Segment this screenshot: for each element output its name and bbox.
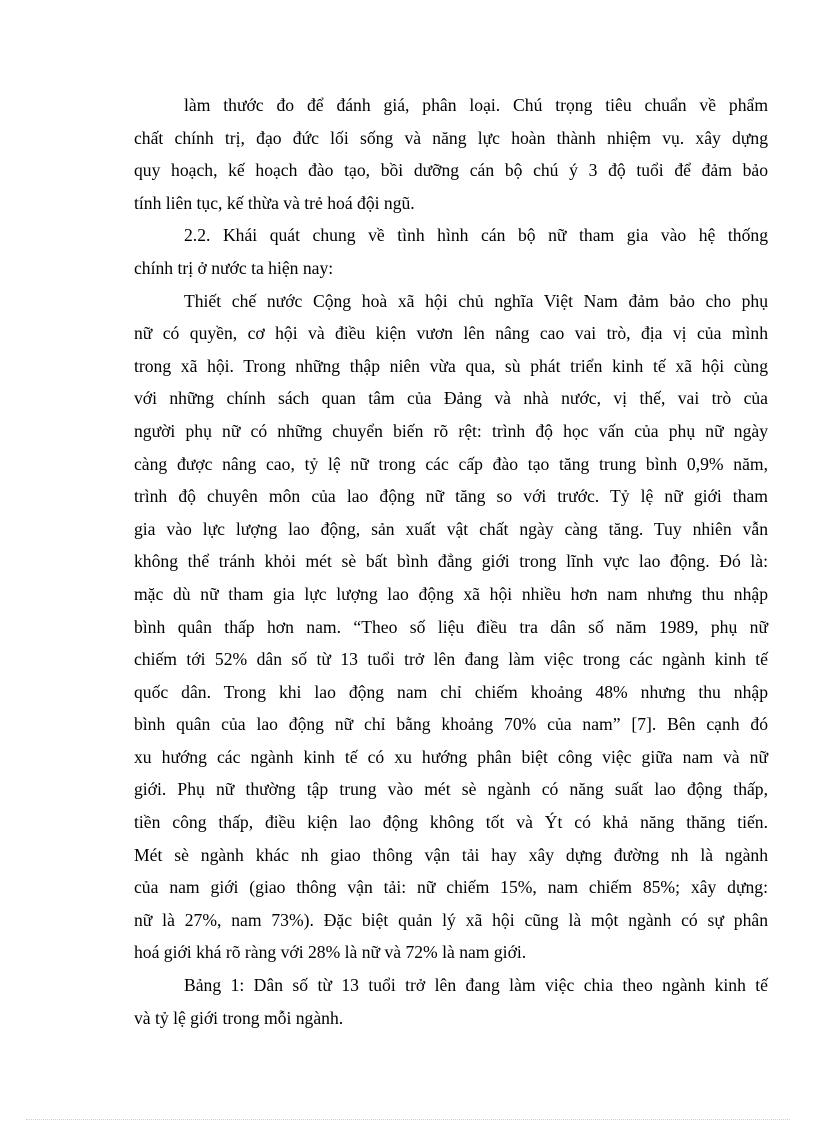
- text-line: chiếm tới 52% dân số từ 13 tuổi trở lên đang làm việc trong các ngành kinh tế: [134, 649, 768, 670]
- text-line: Mét sè ngành khác nh giao thông vận tải hay xây dựng đường nh là ngành: [134, 844, 768, 865]
- text-line: mặc dù nữ tham gia lực lượng lao động xã hội nhiều hơn nam nhưng thu nhập: [134, 583, 768, 604]
- text-line: tính liên tục, kế thừa và trẻ hoá đội ngũ.: [134, 192, 415, 213]
- text-line: quốc dân. Trong khi lao động nam chỉ chiếm khoảng 48% nhưng thu nhập: [134, 681, 768, 702]
- text-line: càng được nâng cao, tỷ lệ nữ trong các cấp đào tạo tăng trung bình 0,9% năm,: [134, 453, 768, 474]
- text-line: chính trị ở nước ta hiện nay:: [134, 257, 334, 278]
- text-line: chất chính trị, đạo đức lối sống và năng lực hoàn thành nhiệm vụ. xây dựng: [134, 127, 768, 148]
- text-line: tiền công thấp, điều kiện lao động không tốt và Ýt có khả năng thăng tiến.: [134, 812, 768, 833]
- text-line: Bảng 1: Dân số từ 13 tuổi trở lên đang làm việc chia theo ngành kinh tế: [184, 975, 768, 996]
- paragraph: [134, 219, 768, 284]
- text-line: xu hướng các ngành kinh tế có xu hướng phân biệt công việc giữa nam và nữ: [134, 746, 768, 767]
- text-line: trong xã hội. Trong những thập niên vừa qua, sù phát triển kinh tế xã hội cùng: [134, 355, 768, 376]
- text-line: bình quân của lao động nữ chỉ bằng khoảng 70% của nam” [7]. Bên cạnh đó: [134, 714, 768, 735]
- text-line: hoá giới khá rõ ràng với 28% là nữ và 72% là nam giới.: [134, 942, 527, 963]
- paragraph: [134, 969, 768, 1034]
- text-line: nữ là 27%, nam 73%). Đặc biệt quản lý xã hội cũng là một ngành có sự phân: [134, 909, 768, 930]
- text-line: trình độ chuyên môn của lao động nữ tăng so với trước. Tỷ lệ nữ giới tham: [134, 486, 768, 507]
- text-line: người phụ nữ có những chuyển biến rõ rệt: trình độ học vấn của phụ nữ ngày: [134, 420, 768, 441]
- document-page: [134, 89, 768, 1034]
- text-line: với những chính sách quan tâm của Đảng và nhà nước, vị thế, vai trò của: [134, 388, 768, 409]
- text-line: quy hoạch, kế hoạch đào tạo, bồi dưỡng cán bộ chú ý 3 độ tuổi để đảm bảo: [134, 160, 768, 181]
- text-line: làm thước đo để đánh giá, phân loại. Chú trọng tiêu chuẩn về phẩm: [184, 95, 768, 115]
- text-line: bình quân thấp hơn nam. “Theo số liệu điều tra dân số năm 1989, phụ nữ: [134, 616, 768, 637]
- text-line: và tỷ lệ giới trong mỗi ngành.: [134, 1007, 344, 1028]
- text-line: của nam giới (giao thông vận tải: nữ chiếm 15%, nam chiếm 85%; xây dựng:: [134, 877, 768, 898]
- text-line: Thiết chế nước Cộng hoà xã hội chủ nghĩa Việt Nam đảm bảo cho phụ: [184, 290, 768, 311]
- paragraph: [134, 89, 768, 219]
- text-line: giới. Phụ nữ thường tập trung vào mét sè ngành có năng suất lao động thấp,: [134, 779, 768, 800]
- text-line: không thể tránh khỏi mét sè bất bình đẳng giới trong lĩnh vực lao động. Đó là:: [134, 551, 768, 572]
- paragraph: [134, 285, 768, 969]
- text-line: gia vào lực lượng lao động, sản xuất vật chất ngày càng tăng. Tuy nhiên vẫn: [134, 518, 768, 539]
- text-line: nữ có quyền, cơ hội và điều kiện vươn lên nâng cao vai trò, địa vị của mình: [134, 323, 768, 344]
- page-bottom-rule: [26, 1119, 790, 1120]
- text-line: 2.2. Khái quát chung về tình hình cán bộ nữ tham gia vào hệ thống: [184, 225, 768, 246]
